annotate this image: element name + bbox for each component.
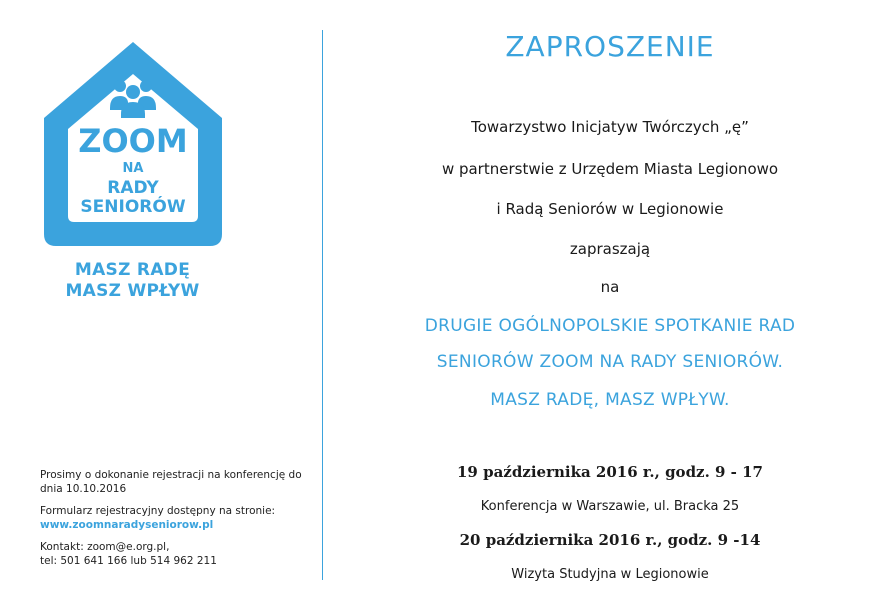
tagline: [30, 260, 235, 302]
left-panel: [0, 0, 322, 611]
date2: 20 października 2016 r., godz. 9 -14: [459, 531, 761, 549]
zoom-logo: [38, 36, 228, 251]
event-line1: DRUGIE OGÓLNOPOLSKIE SPOTKANIE RAD: [424, 316, 796, 336]
footer-info: [40, 468, 315, 576]
invitation-line3: i Radą Seniorów w Legionowie: [496, 200, 724, 218]
logo-seniorow: SENIORÓW: [80, 197, 186, 217]
form-prefix: Formularz rejestracyjny dostępny na stronie:: [40, 505, 276, 517]
vertical-divider: [322, 30, 323, 580]
logo-zoom: ZOOM: [78, 122, 188, 160]
date1: 19 października 2016 r., godz. 9 - 17: [457, 463, 763, 481]
logo-na: NA: [122, 161, 144, 176]
registration-note: Prosimy o dokonanie rejestracji na konferencję do dnia 10.10.2016: [40, 469, 302, 495]
website-link[interactable]: www.zoomnaradyseniorow.pl: [40, 519, 214, 531]
form-note: [40, 504, 315, 532]
event-line3: MASZ RADĘ, MASZ WPŁYW.: [490, 390, 730, 410]
logo-rady: RADY: [107, 178, 159, 198]
contact-line1: Kontakt: zoom@e.org.pl,: [40, 541, 170, 553]
invitation-line5: na: [600, 278, 620, 296]
invitation-panel: [330, 0, 890, 611]
invitation-title: ZAPROSZENIE: [505, 30, 715, 63]
place2: Wizyta Studyjna w Legionowie: [511, 567, 709, 582]
tagline-line2: MASZ WPŁYW: [65, 281, 200, 301]
invitation-line2: w partnerstwie z Urzędem Miasta Legionowo: [441, 160, 779, 178]
contact-info: [40, 540, 315, 568]
tagline-line1: MASZ RADĘ: [74, 260, 191, 280]
place1: Konferencja w Warszawie, ul. Bracka 25: [480, 499, 740, 514]
event-line2: SENIORÓW ZOOM NA RADY SENIORÓW.: [436, 352, 784, 372]
contact-line2: tel: 501 641 166 lub 514 962 211: [40, 555, 217, 567]
invitation-line1: Towarzystwo Inicjatyw Twórczych „ę”: [471, 118, 749, 136]
invitation-line4: zapraszają: [569, 240, 651, 258]
